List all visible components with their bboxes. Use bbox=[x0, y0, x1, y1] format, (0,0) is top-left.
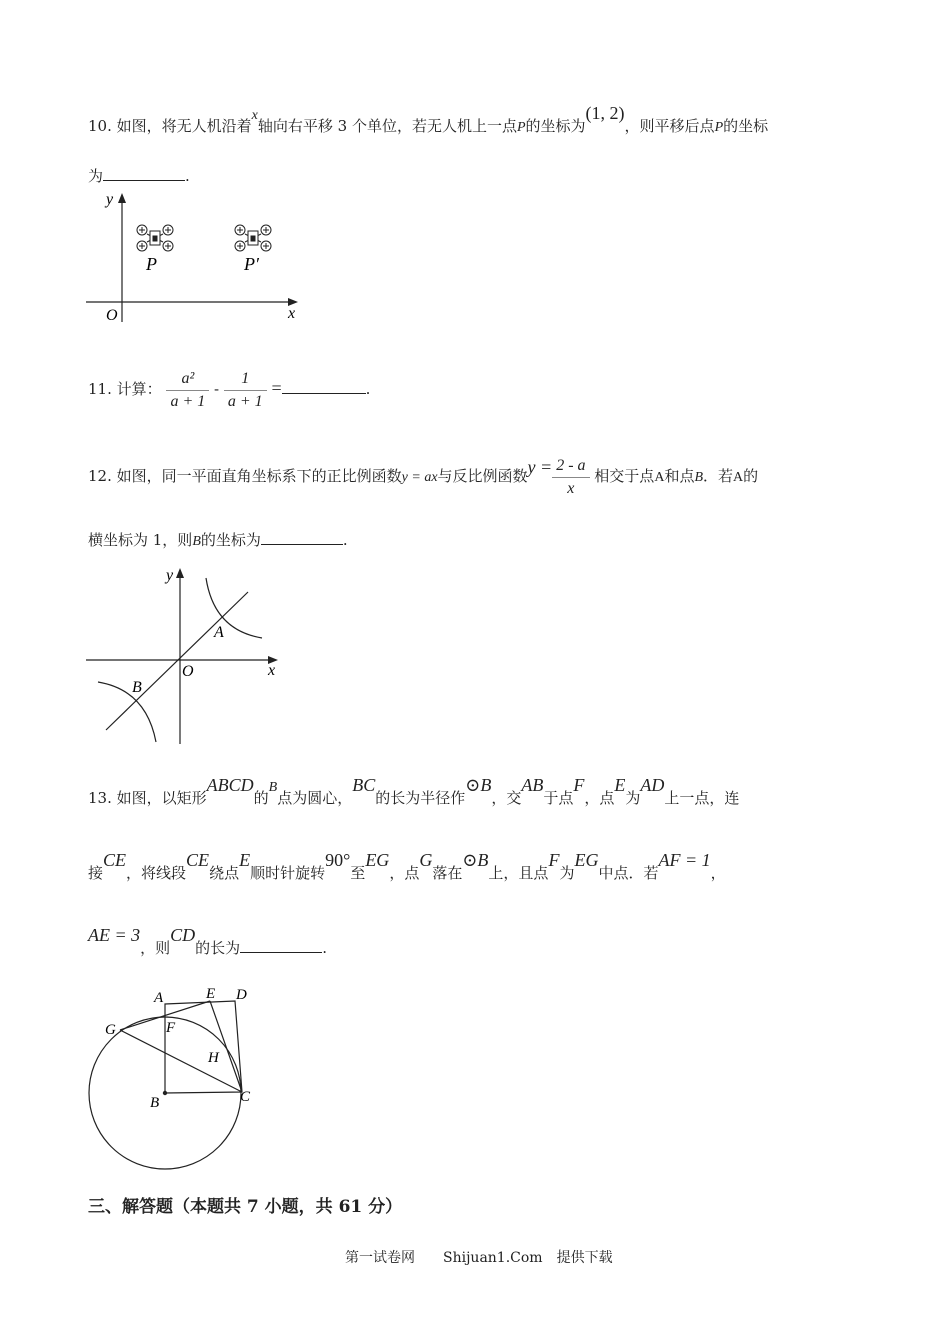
page-footer: 第一试卷网 Shijuan1.Com 提供下载 bbox=[345, 1250, 613, 1266]
q13-number: 13. bbox=[88, 789, 112, 807]
q10-figure bbox=[80, 188, 310, 328]
q13-figure bbox=[80, 980, 280, 1180]
fraction-1-over-a1: $\frac{1}{a + 1}$ bbox=[224, 368, 267, 413]
fraction-a2-over-a1: $\frac{\text{a²}}{a + 1}$ bbox=[166, 368, 209, 413]
q10-number: 10. bbox=[88, 117, 112, 135]
point-a-label: A bbox=[154, 990, 164, 1006]
point-p-prime-label: P′ bbox=[244, 254, 259, 274]
point-p-label: P bbox=[146, 254, 157, 274]
answer-blank bbox=[261, 530, 343, 545]
q10-line2: 为 . bbox=[88, 167, 190, 185]
section-heading: 三、解答题（本题共 7 小题，共 61 分） bbox=[88, 1197, 403, 1217]
answer-blank bbox=[103, 166, 185, 181]
y-axis-label: y bbox=[106, 191, 114, 208]
q12-line1: 12. 如图，同一平面直角坐标系下的正比例函数y = ax与反比例函数y = $\frac{2 - a}{x}$ 相交于点A和点B．若A的 bbox=[88, 440, 758, 513]
drone-p-icon bbox=[137, 225, 173, 251]
point-a-label: A bbox=[214, 624, 224, 641]
point-h-label: H bbox=[208, 1050, 219, 1066]
answer-blank bbox=[282, 379, 366, 394]
q12-line2: 横坐标为 1，则B的坐标为 . bbox=[88, 531, 348, 549]
y-axis-label: y bbox=[166, 567, 174, 584]
origin-label: O bbox=[182, 663, 194, 680]
q13-line1: 13. 如图，以矩形ABCD的B点为圆心，BC的长为半径作⊙B，交AB于点F，点E为AD上一点，连 bbox=[88, 775, 740, 807]
x-axis-label: x bbox=[288, 305, 296, 322]
drone-p-prime-icon bbox=[235, 225, 271, 251]
fraction-2-minus-a-over-x: $\frac{2 - a}{x}$ bbox=[552, 455, 589, 500]
q12-figure bbox=[80, 562, 300, 752]
point-f-label: F bbox=[166, 1020, 176, 1036]
q11-line: 11. 计算： $\frac{\text{a²}}{a + 1}$ - $\frac{1}{a + 1}$ = . bbox=[88, 360, 370, 417]
q10-line1: 10. 如图，将无人机沿着x轴向右平移 3 个单位，若无人机上一点P的坐标为(1, 2)，则平移后点P的坐标 bbox=[88, 103, 769, 135]
point-c-label: C bbox=[240, 1089, 251, 1105]
origin-label: O bbox=[106, 307, 118, 324]
q13-line2: 接CE，将线段CE绕点E顺时针旋转90°至EG，点G落在⊙B上，且点F为EG中点．若AF = 1， bbox=[88, 850, 726, 882]
x-axis-label: x bbox=[268, 662, 276, 679]
point-e-label: E bbox=[206, 986, 216, 1002]
point-b-label: B bbox=[132, 679, 142, 696]
point-b-label: B bbox=[150, 1095, 160, 1111]
point-g-label: G bbox=[105, 1022, 116, 1038]
point-d-label: D bbox=[236, 987, 247, 1003]
answer-blank bbox=[240, 938, 322, 953]
q13-line3: AE = 3，则CD的长为 . bbox=[88, 925, 327, 957]
q12-number: 12. bbox=[88, 467, 112, 485]
q11-number: 11. bbox=[88, 380, 112, 398]
q10-coordinate: (1, 2) bbox=[585, 103, 625, 123]
